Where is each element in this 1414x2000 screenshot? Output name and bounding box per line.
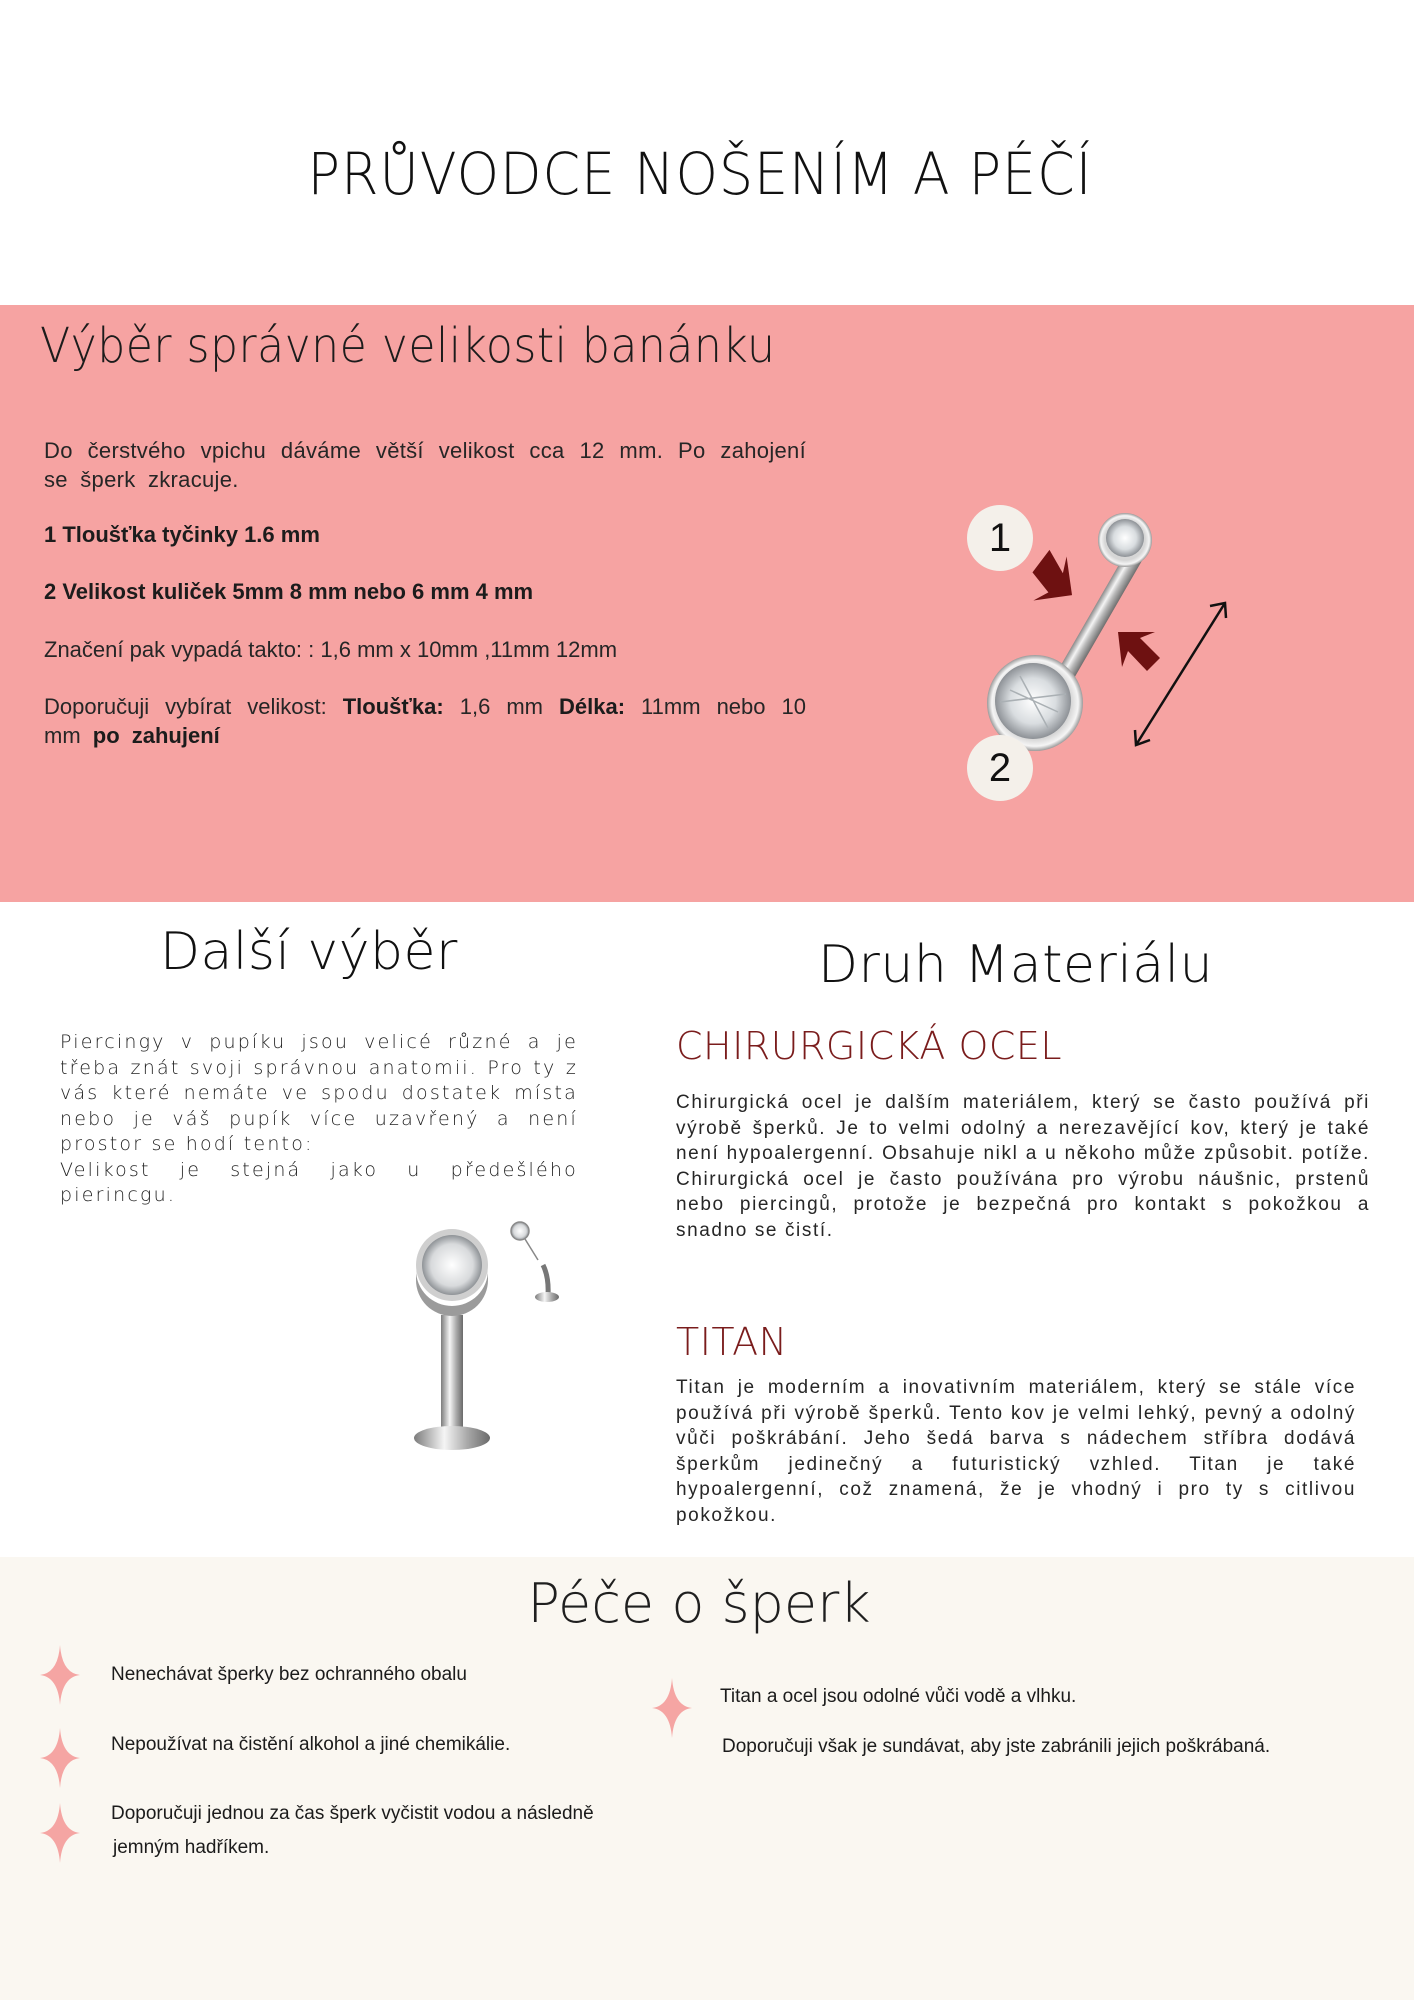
marking-text: Značení pak vypadá takto: : 1,6 mm x 10mm ,11mm 12mm: [44, 637, 618, 662]
point-thickness: [44, 520, 806, 549]
sparkle-icon: [40, 1803, 80, 1863]
recommendation-thickness-value: 1,6 mm: [443, 694, 559, 719]
sparkle-icon: [652, 1678, 692, 1738]
recommendation-text: [44, 692, 806, 750]
sparkle-icon: [40, 1728, 80, 1788]
sparkle-icon: [40, 1645, 80, 1705]
other-choice-size-note: Velikost je stejná jako u předešlého pierincgu.: [60, 1158, 578, 1206]
point-thickness-label: 1 Tloušťka tyčinky 1.6 mm: [44, 522, 320, 547]
care-item-2: Nepoužívat na čistění alkohol a jiné chemikálie.: [111, 1734, 511, 1755]
material-title: Druh Materiálu: [818, 935, 1214, 995]
care-item-1: Nenechávat šperky bez ochranného obalu: [111, 1664, 467, 1685]
care-title: Péče o šperk: [527, 1572, 871, 1635]
size-section-title: Výběr správné velikosti banánku: [40, 318, 776, 374]
other-choice-text: [60, 1030, 578, 1209]
titan-text: Titan je moderním a inovativním materiálem, který se stále více používá při výrobě šperků. Tento kov je velmi lehký, pevný a odolný vůči poškrábání. Jeho šedá barva s nádechem stříbra dodává šperkům jedinečný a futuristický vzhled. Titan je také hypoalergenní, což znamená, že je vhodný i pro ty s citlivou pokožkou.: [676, 1377, 1356, 1526]
other-choice-paragraph: Piercingy v pupíku jsou velicé různé a je třeba znát svoji správnou anatomii. Pro ty z vás které nemáte ve spodu dostatek místa nebo je váš pupík více uzavřený a není prostor se hodí tento:: [60, 1031, 578, 1155]
page-title: PRŮVODCE NOŠENÍM A PÉČÍ: [307, 140, 1093, 208]
badge-2: 2: [967, 735, 1033, 801]
titan-title: TITAN: [676, 1320, 788, 1364]
steel-title: CHIRURGICKÁ OCEL: [676, 1024, 1063, 1068]
care-item-4: Titan a ocel jsou odolné vůči vodě a vlhku.: [720, 1686, 1077, 1707]
point-ball-size: [44, 577, 806, 606]
recommendation-thickness-label: Tloušťka:: [342, 694, 444, 719]
labret-illustration: [400, 1215, 580, 1455]
care-item-3-continued: jemným hadříkem.: [113, 1837, 270, 1858]
point-ball-size-label: 2 Velikost kuliček 5mm 8 mm nebo 6 mm 4 mm: [44, 579, 534, 604]
recommendation-prefix: Doporučuji vybírat velikost:: [44, 694, 343, 719]
recommendation-suffix: po zahujení: [92, 723, 220, 748]
care-item-3: Doporučuji jednou za čas šperk vyčistit vodou a následně: [111, 1803, 594, 1824]
badge-1: 1: [967, 505, 1033, 571]
other-choice-title: Další výběr: [160, 922, 458, 982]
labret-image: [400, 1215, 580, 1455]
care-item-5: Doporučuji však je sundávat, aby jste zabránili jejich poškrábaná.: [722, 1736, 1271, 1757]
recommendation-length-value: 11mm nebo 10 mm: [44, 694, 806, 748]
size-intro-text: Do čerstvého vpichu dáváme větší velikost cca 12 mm. Po zahojení se šperk zkracuje.: [44, 438, 806, 492]
recommendation-length-label: Délka:: [559, 694, 626, 719]
steel-text: Chirurgická ocel je dalším materiálem, který se často používá při výrobě šperků. Je to velmi odolný a nerezavějící kov, který je také není hypoalergenní. Obsahuje nikl a u někoho může způsobit. potíže. Chirurgická ocel je často používána pro výrobu náušnic, prstenů nebo piercingů, protože je bezpečná pro kontakt s pokožkou a snadno se čistí.: [676, 1092, 1370, 1241]
